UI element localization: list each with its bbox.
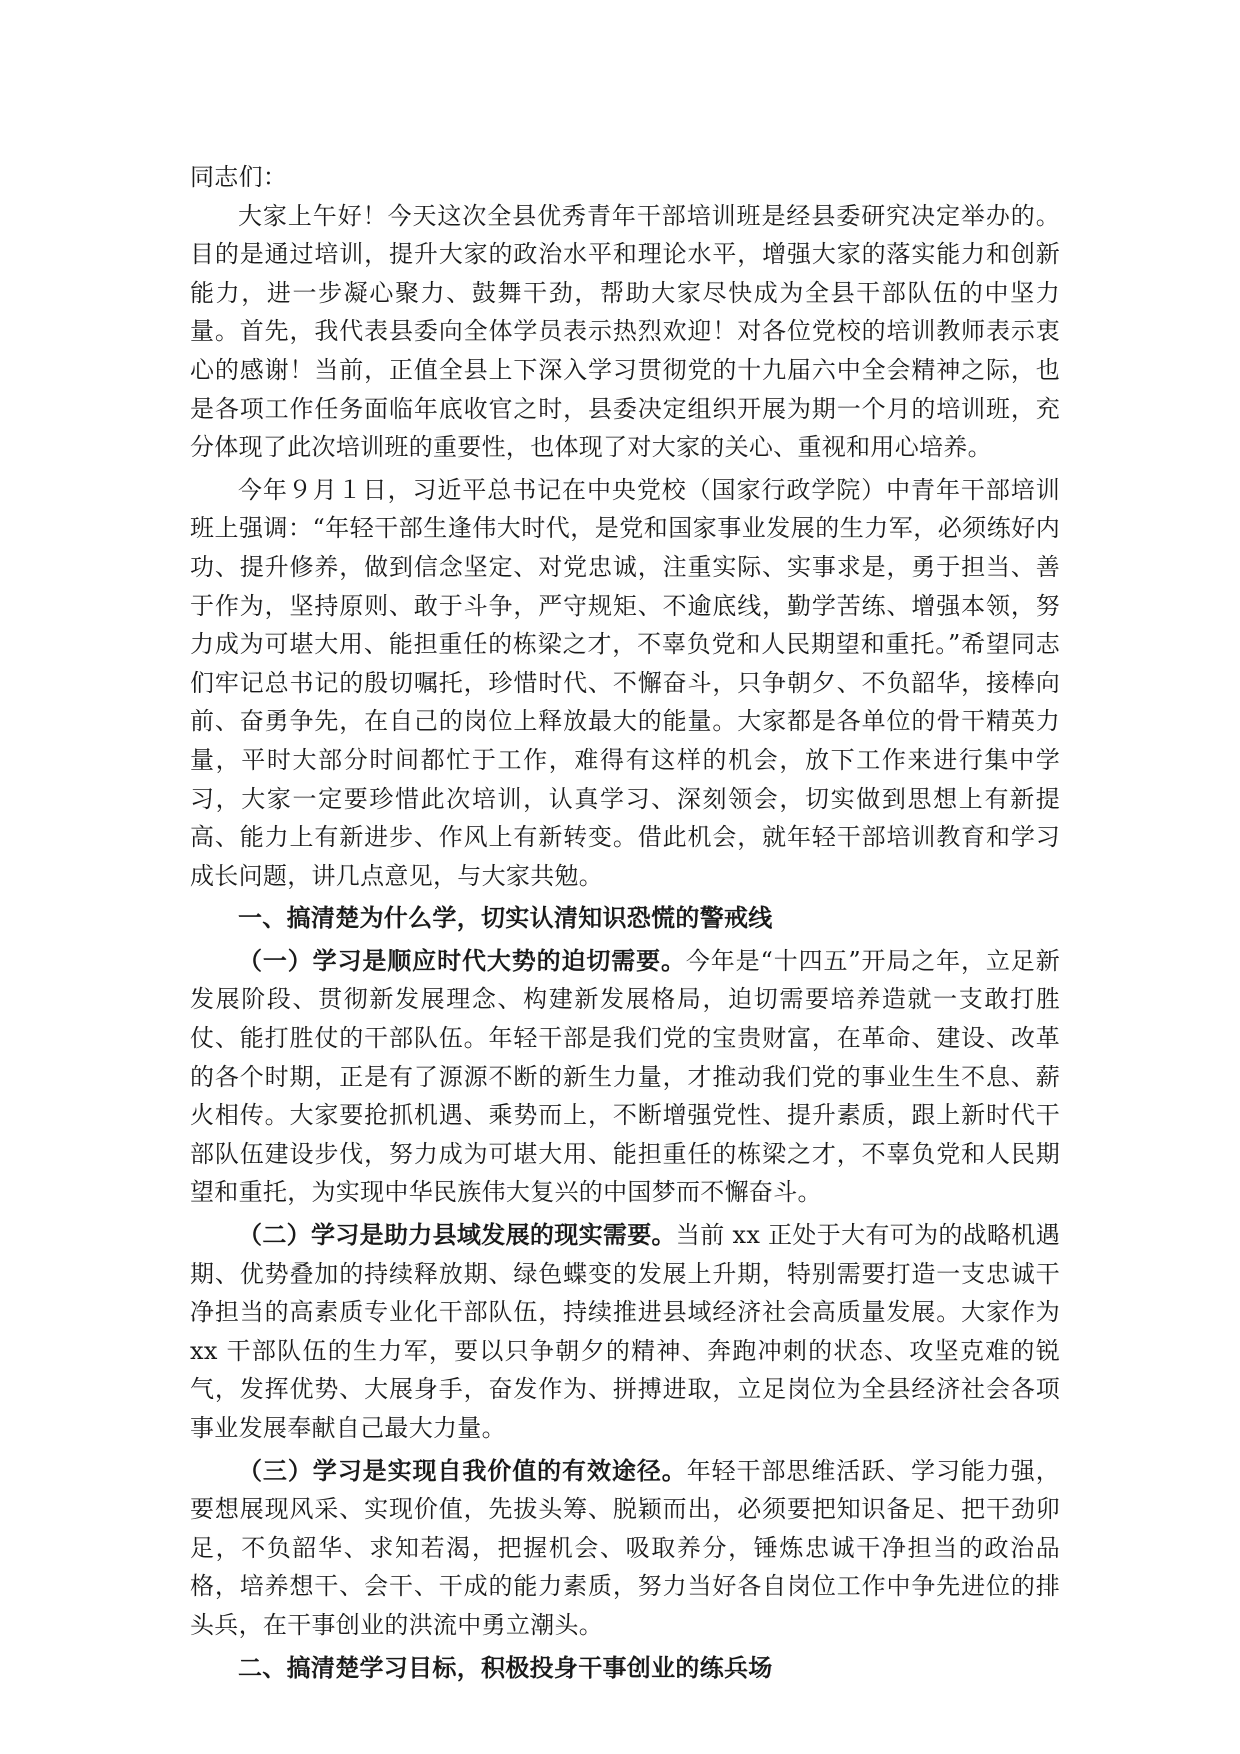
- subsection-body-2: 当前 xx 正处于大有可为的战略机遇期、优势叠加的持续释放期、绿色蝶变的发展上升期，特别需要打造一支忠诚干净担当的高素质专业化干部队伍，持续推进县域经济社会高质量发展。大家作为 xx 干部队伍的生力军，要以只争朝夕的精神、奔跑冲刺的状态、攻坚克难的锐气，发挥优势、大展身手，奋发作为、拼搏进取，立足岗位为全县经济社会各项事业发展奉献自己最大力量。: [190, 1221, 1060, 1442]
- subsection-body-1: 今年是“十四五”开局之年，立足新发展阶段、贯彻新发展理念、构建新发展格局，迫切需要培养造就一支敢打胜仗、能打胜仗的干部队伍。年轻干部是我们党的宝贵财富，在革命、建设、改革的各个时期，正是有了源源不断的新生力量，才推动我们党的事业生生不息、薪火相传。大家要抢抓机遇、乘势而上，不断增强党性、提升素质，跟上新时代干部队伍建设步伐，努力成为可堪大用、能担重任的栋梁之才，不辜负党和人民期望和重托，为实现中华民族伟大复兴的中国梦而不懈奋斗。: [190, 946, 1060, 1207]
- salutation: 同志们：: [190, 163, 288, 191]
- section-heading-1: 一、搞清楚为什么学，切实认清知识恐慌的警戒线: [238, 903, 773, 933]
- subsection-title-2: （二）学习是助力县域发展的现实需要。: [238, 1220, 676, 1250]
- subsection-paragraph-1: [190, 942, 1060, 1212]
- subsection-title-3: （三）学习是实现自我价值的有效途径。: [238, 1455, 687, 1485]
- subsection-paragraph-3: [190, 1452, 1060, 1645]
- subsection-body-3: 年轻干部思维活跃、学习能力强，要想展现风采、实现价值，先拔头筹、脱颖而出，必须要把知识备足、把干劲卯足，不负韶华、求知若渴，把握机会、吸取养分，锤炼忠诚干净担当的政治品格，培养想干、会干、干成的能力素质，努力当好各自岗位工作中争先进位的排头兵，在干事创业的洪流中勇立潮头。: [190, 1456, 1060, 1639]
- section-heading-2: 二、搞清楚学习目标，积极投身干事创业的练兵场: [238, 1652, 773, 1682]
- speech-body: [190, 158, 1060, 1687]
- intro-paragraph-2: 今年９月１日，习近平总书记在中央党校（国家行政学院）中青年干部培训班上强调：“年轻干部生逢伟大时代，是党和国家事业发展的生力军，必须练好内功、提升修养，做到信念坚定、对党忠诚，注重实际、实事求是，勇于担当、善于作为，坚持原则、敢于斗争，严守规矩、不逾底线，勤学苦练、增强本领，努力成为可堪大用、能担重任的栋梁之才，不辜负党和人民期望和重托。”希望同志们牢记总书记的殷切嘱托，珍惜时代、不懈奋斗，只争朝夕、不负韶华，接棒向前、奋勇争先，在自己的岗位上释放最大的能量。大家都是各单位的骨干精英力量，平时大部分时间都忙于工作，难得有这样的机会，放下工作来进行集中学习，大家一定要珍惜此次培训，认真学习、深刻领会，切实做到思想上有新提高、能力上有新进步、作风上有新转变。借此机会，就年轻干部培训教育和学习成长问题，讲几点意见，与大家共勉。: [190, 475, 1060, 890]
- subsection-title-1: （一）学习是顺应时代大势的迫切需要。: [238, 945, 686, 975]
- intro-paragraph-1: 大家上午好！今天这次全县优秀青年干部培训班是经县委研究决定举办的。目的是通过培训，提升大家的政治水平和理论水平，增强大家的落实能力和创新能力，进一步凝心聚力、鼓舞干劲，帮助大家尽快成为全县干部队伍的中坚力量。首先，我代表县委向全体学员表示热烈欢迎！对各位党校的培训教师表示衷心的感谢！当前，正值全县上下深入学习贯彻党的十九届六中全会精神之际，也是各项工作任务面临年底收官之时，县委决定组织开展为期一个月的培训班，充分体现了此次培训班的重要性，也体现了对大家的关心、重视和用心培养。: [190, 201, 1060, 462]
- subsection-paragraph-2: [190, 1216, 1060, 1448]
